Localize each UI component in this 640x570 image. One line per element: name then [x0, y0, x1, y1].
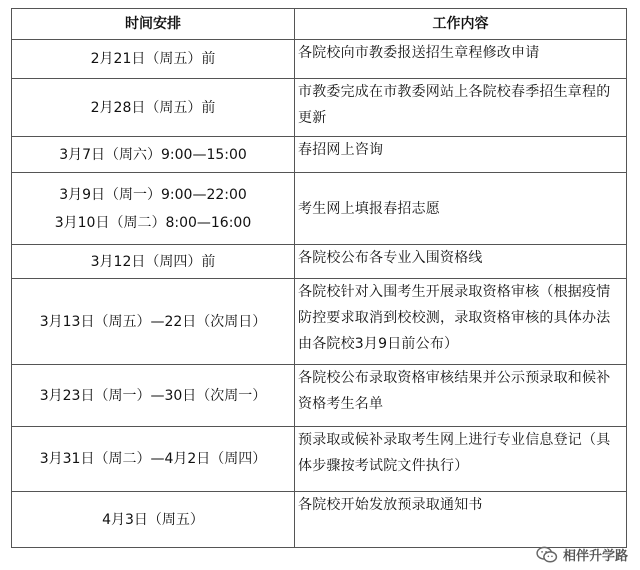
time-cell	[12, 137, 295, 173]
content-cell: 各院校针对入围考生开展录取资格审核（根据疫情防控要求取消到校校测，录取资格审核的具体办法由各院校3月9日前公布）	[295, 279, 627, 365]
time-text: 4月3日（周五）	[102, 511, 204, 528]
content-cell: 各院校向市教委报送招生章程修改申请	[295, 40, 627, 79]
time-cell	[12, 365, 295, 427]
time-text: 3月10日（周二）8:00—16:00	[54, 214, 252, 231]
watermark-text: 相伴升学路	[562, 549, 628, 564]
time-text: 2月21日（周五）前	[90, 51, 216, 67]
time-cell	[12, 492, 295, 548]
content-cell: 各院校公布录取资格审核结果并公示预录取和候补资格考生名单	[295, 365, 627, 427]
time-text: 3月12日（周四）前	[90, 253, 216, 270]
content-cell: 市教委完成在市教委网站上各院校春季招生章程的更新	[295, 79, 627, 137]
table-row	[12, 492, 627, 548]
table-row	[12, 245, 627, 279]
content-cell: 预录取或候补录取考生网上进行专业信息登记（具体步骤按考试院文件执行）	[295, 427, 627, 492]
time-cell	[12, 79, 295, 137]
time-cell	[12, 279, 295, 365]
time-text: 3月9日（周一）9:00—22:00	[59, 186, 247, 203]
content-cell: 各院校开始发放预录取通知书	[295, 492, 627, 548]
time-text: 2月28日（周五）前	[90, 99, 216, 116]
header-time: 时间安排	[12, 9, 295, 40]
time-text: 3月31日（周二）—4月2日（周四）	[39, 451, 267, 467]
time-cell	[12, 427, 295, 492]
table-header-row	[12, 9, 627, 40]
header-content: 工作内容	[295, 9, 627, 40]
wechat-icon	[536, 546, 558, 564]
table-row	[12, 40, 627, 79]
table-row	[12, 427, 627, 492]
content-cell: 春招网上咨询	[295, 137, 627, 173]
time-cell	[12, 40, 295, 79]
watermark	[536, 545, 628, 564]
time-cell	[12, 173, 295, 245]
table-row	[12, 279, 627, 365]
content-cell: 各院校公布各专业入围资格线	[295, 245, 627, 279]
schedule-table	[11, 8, 627, 548]
content-cell: 考生网上填报春招志愿	[295, 173, 627, 245]
time-text: 3月23日（周一）—30日（次周一）	[39, 387, 267, 404]
time-text: 3月13日（周五）—22日（次周日）	[39, 313, 267, 330]
table-row	[12, 79, 627, 137]
table-row	[12, 137, 627, 173]
time-text: 3月7日（周六）9:00—15:00	[59, 146, 247, 163]
time-cell	[12, 245, 295, 279]
table-row	[12, 365, 627, 427]
table-row	[12, 173, 627, 245]
